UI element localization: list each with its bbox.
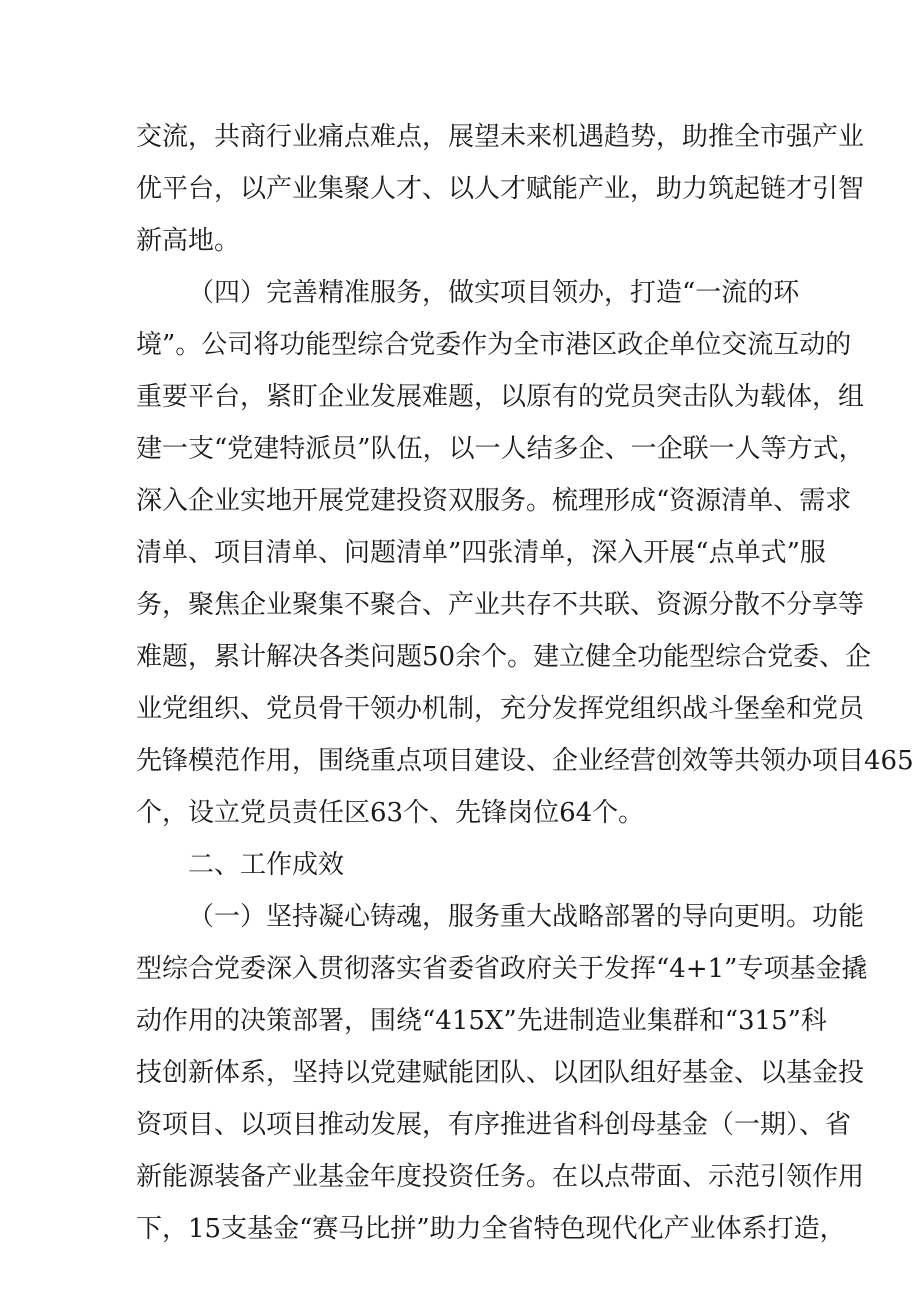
paragraph-line: 业党组织、党员骨干领办机制，充分发挥党组织战斗堡垒和党员 bbox=[136, 694, 865, 724]
paragraph-line: 重要平台，紧盯企业发展难题，以原有的党员突击队为载体，组 bbox=[136, 382, 865, 412]
section-heading-line: （一）坚持凝心铸魂，服务重大战略部署的导向更明。功能 bbox=[188, 902, 865, 932]
paragraph-line: 深入企业实地开展党建投资双服务。梳理形成“资源清单、需求 bbox=[136, 486, 852, 516]
paragraph-line: 技创新体系，坚持以党建赋能团队、以团队组好基金、以基金投 bbox=[136, 1058, 865, 1088]
section-heading-line: （四）完善精准服务，做实项目领办，打造“一流的环 bbox=[188, 278, 800, 308]
paragraph-line: 动作用的决策部署，围绕“415X”先进制造业集群和“315”科 bbox=[136, 1006, 827, 1036]
paragraph-line: 交流，共商行业痛点难点，展望未来机遇趋势，助推全市强产业 bbox=[136, 122, 865, 152]
paragraph-line: 新能源装备产业基金年度投资任务。在以点带面、示范引领作用 bbox=[136, 1162, 865, 1192]
paragraph-line: 清单、项目清单、问题清单”四张清单，深入开展“点单式”服 bbox=[136, 538, 826, 568]
paragraph-line: 新高地。 bbox=[136, 226, 241, 256]
paragraph-line: 优平台，以产业集聚人才、以人才赋能产业，助力筑起链才引智 bbox=[136, 174, 865, 204]
paragraph-line: 下，15支基金“赛马比拼”助力全省特色现代化产业体系打造， bbox=[136, 1214, 846, 1244]
paragraph-line: 境”。公司将功能型综合党委作为全市港区政企单位交流互动的 bbox=[136, 330, 852, 360]
paragraph-line: 个，设立党员责任区63个、先锋岗位64个。 bbox=[136, 798, 645, 828]
paragraph-line: 建一支“党建特派员”队伍，以一人结多企、一企联一人等方式， bbox=[136, 434, 865, 464]
paragraph-line: 资项目、以项目推动发展，有序推进省科创母基金（一期）、省 bbox=[136, 1110, 852, 1140]
paragraph-line: 难题，累计解决各类问题50余个。建立健全功能型综合党委、企 bbox=[136, 642, 872, 672]
paragraph-line: 型综合党委深入贯彻落实省委省政府关于发挥“4+1”专项基金撬 bbox=[136, 954, 868, 984]
paragraph-line: 先锋模范作用，围绕重点项目建设、企业经营创效等共领办项目465 bbox=[136, 746, 914, 776]
section-title: 二、工作成效 bbox=[188, 850, 345, 880]
paragraph-line: 务，聚焦企业聚集不聚合、产业共存不共联、资源分散不分享等 bbox=[136, 590, 865, 620]
